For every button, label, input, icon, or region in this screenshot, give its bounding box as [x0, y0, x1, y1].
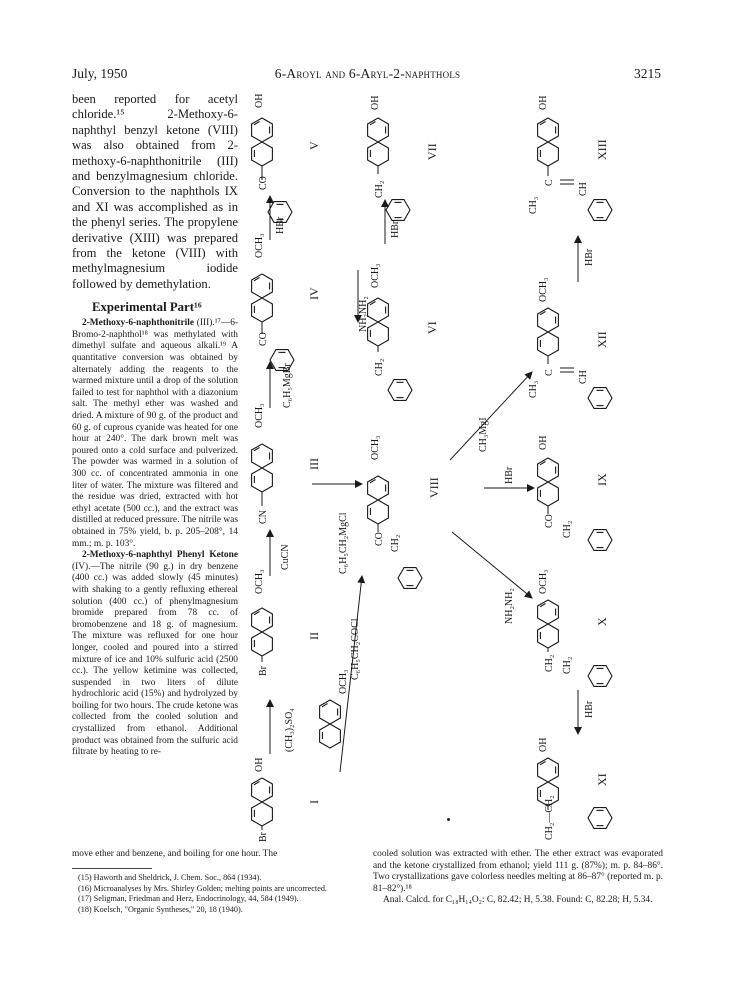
- reagent-methylation: (CH₃)₂SO₄: [284, 708, 295, 752]
- numeral-xi: XI: [595, 773, 609, 786]
- reaction-scheme: [238, 86, 668, 846]
- paragraph-nitrile-title: 2-Methoxy-6-naphthonitrile: [82, 318, 194, 329]
- compound-ii: [252, 569, 321, 676]
- compound-v: [252, 94, 321, 223]
- arrow-viii-to-x: [452, 532, 532, 598]
- group-oh: OH: [254, 93, 265, 108]
- group-ch2-ch2: CH₂—CH₂: [544, 795, 555, 840]
- group-ch3: CH₃: [528, 380, 539, 398]
- compound-vii: [368, 96, 439, 221]
- compound-viii: [368, 435, 441, 588]
- numeral-xii: XII: [595, 331, 609, 348]
- numeral-xiii: XIII: [595, 139, 609, 160]
- group-och3: OCH₃: [254, 403, 265, 428]
- numeral-vii: VII: [425, 143, 439, 160]
- numeral-x: X: [595, 617, 609, 626]
- footnote-18: (18) Koelsch, "Organic Syntheses," 20, 18 (1940).: [78, 904, 243, 914]
- reagent-hbr-3: HBr: [504, 466, 515, 484]
- arrow-viii-to-xii: [450, 372, 532, 460]
- compound-naphthalene-och3: [320, 669, 349, 748]
- paragraph-nitrile-body: (III).¹⁷—6-Bromo-2-naphthol¹⁸ was methylated with dimethyl sulfate and aqueous alkali.¹⁹ A quantitative conversion was obtained by alternately adding the reagents to the warmed mixture until a drop of the solution failed to test for naphthol with a diazonium salt. The methyl ether was washed and dried. A mixture of 90 g. of the product and 60 g. of cuprous cyanide was heated for one hour at 240°. The dark brown melt was poured onto a cold surface and pulverized. The powder was warmed in a solution of 300 cc. of concentrated ammonia in one liter of water. The mixture was filtered and the residue was dried, extracted with hot ethyl acetate (500 cc.), and the extract was distilled at reduced pressure. The nitrile was obtained in 75% yield, b. p. 205–208°, 14 mm.; m. p. 103°.: [72, 318, 238, 549]
- group-oh: OH: [370, 95, 381, 110]
- footnote-rule: [72, 868, 152, 869]
- numeral-iv: IV: [307, 287, 321, 300]
- experimental-heading: Experimental Part¹⁶: [92, 300, 202, 315]
- compound-iv: [252, 233, 321, 370]
- group-ch2: CH₂: [374, 358, 385, 376]
- footnote-15: (15) Haworth and Sheldrick, J. Chem. Soc., 864 (1934).: [78, 873, 262, 882]
- compound-i: [252, 758, 321, 842]
- compound-xiii: [528, 96, 612, 221]
- group-co: CO: [258, 332, 269, 346]
- reagent-benzyl-grignard: C₆H₅CH₂MgCl: [338, 512, 349, 574]
- numeral-i: I: [307, 800, 321, 804]
- group-c: C: [544, 179, 555, 186]
- footnotes: [72, 873, 362, 915]
- group-och3: OCH₃: [370, 263, 381, 288]
- left-column-last-line: move ether and benzene, and boiling for one hour. The: [72, 849, 278, 859]
- numeral-ii: II: [307, 632, 321, 640]
- group-och3: OCH₃: [254, 233, 265, 258]
- group-oh: OH: [254, 757, 265, 772]
- group-oh: OH: [538, 435, 549, 450]
- group-ch2: CH₂: [562, 520, 573, 538]
- numeral-iii: III: [307, 458, 321, 470]
- group-co: CO: [374, 532, 385, 546]
- page-number: 3215: [634, 66, 661, 81]
- footnote-17: (17) Seligman, Friedman and Herz, Endocrinology, 44, 584 (1949).: [78, 894, 299, 904]
- intro-paragraph: been reported for acetyl chloride.¹⁵ 2-Methoxy-6-naphthyl benzyl ketone (VIII) was also obtained from 2-methoxy-6-naphthonitrile (III) and benzylmagnesium chloride. Conversion to the naphthols IX and XI was accomplished as in the phenyl series. The propylene derivative (XIII) was prepared from the ketone (VIII) with methylmagnesium iodide followed by demethylation.: [72, 92, 238, 291]
- reagent-methyl-grignard: CH₃MgI: [478, 417, 489, 452]
- paragraph-continuation: cooled solution was extracted with ether. The ether extract was evaporated and the ketone crystallized from ethanol; yield 111 g. (87%); m. p. 84–86°. Two crystallizations gave colorless needles melting at 86–87° (reported m. p. 81–82°).¹⁸: [373, 849, 663, 894]
- group-och3: OCH₃: [338, 669, 349, 694]
- paragraph-ketone-body: (IV).—The nitrile (90 g.) in dry benzene (400 cc.) was added slowly (45 minutes) with shaking to a gently refluxing ethereal solution (400 cc.) of phenylmagnesium bromide prepared from 78 cc. of bromobenzene and 18 g. of magnesium. The mixture was refluxed for one hour longer, cooled and poured into a stirred mixture of ice and 10% sulfuric acid (2500 cc.). The yellow ketimine was collected, suspended in two liters of dilute hydrochloric acid (15%) and hydrolyzed by boiling for two hours. The crude ketone was collected from the cooled solution and crystallized from ethanol. Additional product was obtained from the sulfuric acid filtrate by heating to re-: [72, 561, 238, 758]
- numeral-viii: VIII: [427, 477, 441, 498]
- reagent-hbr-1: HBr: [275, 216, 286, 234]
- compound-iii: [252, 403, 321, 524]
- paragraph-ketone: [72, 550, 238, 759]
- reagent-hbr-2: HBr: [390, 220, 401, 238]
- compound-x: [538, 569, 612, 686]
- group-och3: OCH₃: [538, 277, 549, 302]
- compound-vi: [368, 263, 439, 400]
- group-oh: OH: [538, 95, 549, 110]
- reagent-cyanation: CuCN: [280, 544, 291, 570]
- reagent-phenyl-grignard: C₆H₅MgBr: [282, 363, 293, 408]
- group-ch3: CH₃: [528, 196, 539, 214]
- group-och3: OCH₃: [538, 569, 549, 594]
- numeral-ix: IX: [595, 473, 609, 486]
- compound-xii: [528, 277, 612, 408]
- group-och3: OCH₃: [254, 569, 265, 594]
- paragraph-nitrile: [72, 318, 238, 550]
- group-cn: CN: [258, 510, 269, 524]
- analysis-line: Anal. Calcd. for C₁₈H₁₄O₂: C, 82.42; H, 5.38. Found: C, 82.28; H, 5.34.: [383, 895, 653, 906]
- reagent-hbr-4: HBr: [584, 248, 595, 266]
- numeral-v: V: [307, 141, 321, 150]
- compound-ix: [538, 436, 612, 551]
- reagent-hydrazine-2: NH₂NH₂: [504, 588, 515, 624]
- group-co: CO: [258, 176, 269, 190]
- group-br: Br: [258, 832, 269, 842]
- right-text-column: [373, 849, 663, 907]
- numeral-vi: VI: [425, 321, 439, 334]
- group-oh: OH: [538, 737, 549, 752]
- group-ch2: CH₂: [562, 656, 573, 674]
- group-ch2: CH₂: [374, 180, 385, 198]
- paragraph-ketone-title: 2-Methoxy-6-naphthyl Phenyl Ketone: [82, 550, 238, 561]
- footnote-16: (16) Microanalyses by Mrs. Shirley Golden; melting points are uncorrected.: [78, 883, 327, 893]
- reagent-hydrazine-1: NH₂NH₂: [358, 296, 369, 332]
- compound-xi: [538, 738, 612, 840]
- running-title: 6-Aroyl and 6-Aryl-2-naphthols: [274, 66, 461, 81]
- group-ch2: CH₂: [390, 534, 401, 552]
- reagent-acid-chloride: C₆H₅CH₂COCl: [350, 618, 361, 680]
- group-ch2: CH₂: [544, 654, 555, 672]
- group-co: CO: [544, 514, 555, 528]
- stray-dot: [447, 818, 450, 821]
- left-text-column: [72, 92, 238, 759]
- group-ch: CH: [578, 182, 589, 196]
- group-och3: OCH₃: [370, 435, 381, 460]
- group-br: Br: [258, 666, 269, 676]
- group-c: C: [544, 369, 555, 376]
- group-ch: CH: [578, 370, 589, 384]
- reagent-hbr-5: HBr: [584, 700, 595, 718]
- header-date: July, 1950: [72, 66, 128, 81]
